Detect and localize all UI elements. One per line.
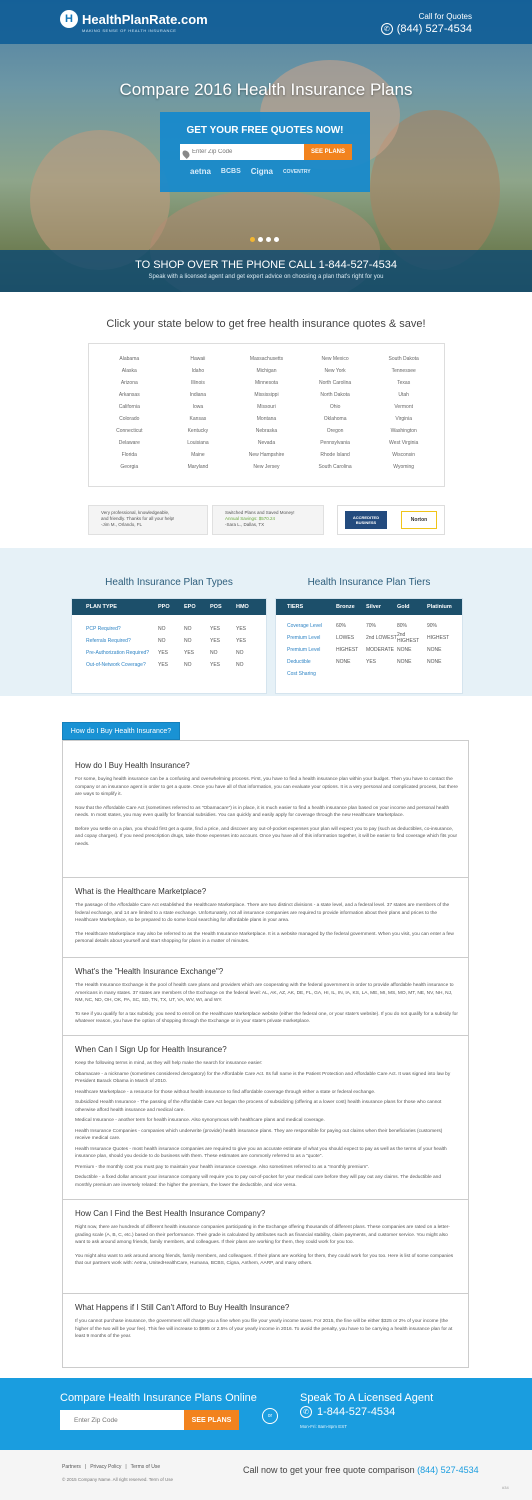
carrier-coventry-logo: COVENTRY <box>282 168 311 175</box>
state-link[interactable]: Virginia <box>395 416 412 422</box>
carrier-aetna-logo: aetna <box>190 167 211 176</box>
state-link[interactable]: Texas <box>397 380 411 386</box>
state-link[interactable]: Indiana <box>189 392 207 398</box>
row-label[interactable]: Deductible <box>287 659 311 665</box>
table-cell: 70% <box>366 623 377 629</box>
state-link[interactable]: Pennsylvania <box>320 440 350 446</box>
logo-text: HealthPlanRate.com <box>82 11 208 27</box>
table-header-cell: PPO <box>158 604 170 610</box>
row-label[interactable]: Cost Sharing <box>287 671 316 677</box>
footer-call <box>243 1465 479 1475</box>
slider-dot[interactable] <box>250 237 255 242</box>
state-link[interactable]: Maryland <box>187 464 209 470</box>
table-row <box>276 668 462 680</box>
section-divider <box>63 1293 468 1294</box>
state-link[interactable]: Kentucky <box>187 428 209 434</box>
section-title: What's the "Health Insurance Exchange"? <box>75 967 224 976</box>
testimonial-text: Very professional, knowledgeable, <box>101 510 170 515</box>
table-cell: NO <box>184 638 192 644</box>
header-phone-number: (844) 527-4534 <box>396 23 472 35</box>
copyright: © 2015 Company Name. All right reserved. Term of Use <box>62 1477 174 1482</box>
state-link[interactable]: North Carolina <box>318 380 352 386</box>
state-column <box>164 353 233 473</box>
header-phone-link[interactable] <box>381 23 472 35</box>
logo-icon: H <box>60 10 78 28</box>
state-link[interactable]: Oregon <box>326 428 344 434</box>
state-column <box>369 353 438 473</box>
plan-types-rows <box>72 623 266 671</box>
table-header-cell: HMO <box>236 604 249 610</box>
section-paragraph: Now that the Affordable Care Act (sometimes referred to as "Obamacare") is in place, it is much easier to find a health insurance plan based on your income and personal health needs. In most states, you may even qualify for financial subsidies. You can quickly and easily apply for coverage through the new Healthcare Marketplace. <box>75 805 450 818</box>
slider-dot[interactable] <box>258 237 263 242</box>
footer-link-partners[interactable]: Partners <box>62 1464 81 1470</box>
table-header-cell: Bronze <box>336 604 355 610</box>
table-cell: NO <box>236 662 244 668</box>
section-paragraph: To see if you qualify for a tax subsidy, you need to enroll on the Healthcare Marketplace website (either the federal one, or your state's website). If you do not qualify for a subsidy for whatever reason, you have the option of shopping through the Exchange or in your state's private marketplace. <box>75 1011 458 1024</box>
state-link[interactable]: Connecticut <box>116 428 143 434</box>
footer-link-privacy[interactable]: Privacy Policy <box>90 1464 122 1470</box>
plan-types-table <box>71 598 267 694</box>
plan-types-heading: Health Insurance Plan Types <box>105 577 233 588</box>
table-header-cell: Silver <box>366 604 381 610</box>
table-cell: HIGHEST <box>427 635 450 641</box>
bbb-badge[interactable]: ACCREDITED BUSINESS <box>345 511 387 529</box>
section-paragraph: Premium - the monthly cost you must pay to maintain your health insurance coverage. Also sometimes referred to as a "monthly premium". <box>75 1164 370 1170</box>
footer-link-separator: | <box>125 1464 127 1470</box>
table-cell: YES <box>158 650 169 656</box>
article-section <box>75 1045 458 1192</box>
states-heading: Click your state below to get free health insurance quotes & save! <box>106 318 426 330</box>
footer-links <box>62 1464 160 1470</box>
carrier-logos <box>190 167 370 176</box>
section-paragraph: You might also want to ask around among friends, family members, and colleagues. If their plans are working for them, they could work for you too. Here is list of some companies that our partners work with: Aetna, UnitedHealthCare, Humana, BCBS, Cigna, Anthem, AARP, and many others. <box>75 1253 454 1266</box>
table-cell: YES <box>236 638 247 644</box>
top-bar <box>0 0 532 44</box>
trust-badges <box>337 505 445 535</box>
table-header-cell: TIERS <box>287 604 304 610</box>
state-link[interactable]: Mississippi <box>254 392 279 398</box>
state-link[interactable]: Iowa <box>192 404 204 410</box>
table-header <box>276 599 462 615</box>
footer-hours: Mon-Fri: 8am-8pm EST <box>300 1424 348 1429</box>
table-row <box>72 647 266 659</box>
state-link[interactable]: Hawaii <box>190 356 206 362</box>
table-cell: NO <box>184 662 192 668</box>
section-paragraph: Right now, there are hundreds of different health insurance companies participating in the Exchange offering thousands of different plans. These companies are rated on a letter-grading scale (A, B, C, etc.) based on their performance. Their grade is calculated by attributes such as financial stability, claim payments, and customer service. You might also want to ask around among friends, family members, and colleagues. If their plans are working for them, they could work for you too. <box>75 1225 450 1245</box>
section-paragraph: The passage of the Affordable Care Act established the Healthcare Marketplace. There are two distinct divisions - a state level, and a federal level. 37 states are members of the federal exchange, and 14 are limited to a state exchange. Unfortunately, not all insurance companies are required to provide information about their plans and prices to the Healthcare Marketplace, so be prepared to do some local searching for affordable plans in your area. <box>75 903 450 923</box>
table-cell: NO <box>158 626 166 632</box>
table-header-cell: POS <box>210 604 222 610</box>
section-paragraph: The Health Insurance Exchange is the pool of health care plans and providers which are cooperating with the federal government in order to provide affordable health insurance to Americans in many states. 37 states are members of the Exchange on the federal level: AL, AK, AZ, AK, DE, FL, GA, HI, IL, IN, IA, KS, LA, ME, MI, MS, MO, MT, NE, NV, NH, NJ, NM, NC, ND, OH, OK, PA, SC, SD, TN, TX, UT, VA, WV, WI, and WY. <box>75 983 454 1003</box>
article-section <box>75 1209 458 1274</box>
table-cell: 2nd LOWEST <box>366 635 397 641</box>
table-header <box>72 599 266 615</box>
section-paragraph: Health Insurance Quotes - most health insurance companies are required to give you an accurate estimate of what you should expect to pay as well as the terms of your health insurance plan, should you decide to do business with them. These estimates are commonly referred to as a "quote". <box>75 1146 447 1159</box>
footer-call-number[interactable]: (844) 527-4534 <box>417 1465 479 1475</box>
table-cell: 2nd HIGHEST <box>397 632 420 644</box>
state-link[interactable]: Maine <box>191 452 205 458</box>
table-cell: YES <box>158 662 169 668</box>
state-link[interactable]: Wisconsin <box>392 452 416 458</box>
testimonial-text: and friendly. Thanks for all your help! <box>101 516 175 521</box>
testimonial-author: -Sara L., Dallas, TX <box>225 522 265 527</box>
state-link[interactable]: Missouri <box>257 404 276 410</box>
section-paragraph: Deductible - a fixed dollar amount your insurance company will require you to pay out-of-pocket for your medical care before they will pay out any claims. The deductible and monthly premium are inversely related: the higher the premium, the lower the deductible, and vice versa. <box>75 1175 441 1188</box>
article-section <box>75 761 458 854</box>
table-cell: NO <box>184 626 192 632</box>
table-cell: YES <box>184 650 195 656</box>
quote-title: GET YOUR FREE QUOTES NOW! <box>186 125 344 136</box>
table-cell: NONE <box>397 659 412 665</box>
table-cell: NONE <box>427 647 442 653</box>
state-link[interactable]: Ohio <box>329 404 341 410</box>
table-row <box>276 644 462 656</box>
state-link[interactable]: Oklahoma <box>323 416 347 422</box>
row-label[interactable]: PCP Required? <box>86 626 121 632</box>
state-link[interactable]: Arkansas <box>118 392 140 398</box>
site-logo[interactable] <box>60 10 208 33</box>
table-row <box>72 623 266 635</box>
table-row <box>72 659 266 671</box>
state-column <box>301 353 370 473</box>
state-link[interactable]: South Dakota <box>388 356 419 362</box>
state-link[interactable]: Tennessee <box>391 368 416 374</box>
section-divider <box>63 877 468 878</box>
section-paragraph: The Healthcare Marketplace may also be referred to as the Health Insurance Marketplace. It is a website managed by the federal government. When you visit, you can enter a few personal details about yourself and start shopping for plans in a matter of minutes. <box>75 931 454 944</box>
section-paragraph: Obamacare - a nickname (sometimes considered derogatory) for the Affordable Care Act. Its full name is the Patient Protection and Affordable Care Act. It was signed into law by President Barack Obama in March of 2010. <box>75 1071 451 1084</box>
state-column <box>232 353 301 473</box>
table-row <box>276 632 462 644</box>
state-link[interactable]: Idaho <box>191 368 205 374</box>
section-title: When Can I Sign Up for Health Insurance? <box>75 1045 227 1054</box>
state-link[interactable]: West Virginia <box>389 440 419 446</box>
state-link[interactable]: Vermont <box>394 404 413 410</box>
quote-form <box>180 144 370 160</box>
row-label[interactable]: Premium Level <box>287 647 321 653</box>
section-paragraph: For some, buying health insurance can be a confusing and overwhelming process. First, you have to find a health insurance plan within your budget. Then you have to contact the company or an insurance agent in order to get a quote. Once you have all of that information, you can evaluate your options. It is a very personal and complicated process, but there are ways to simplify it. <box>75 777 458 797</box>
table-cell: YES <box>210 626 221 632</box>
phone-icon: ✆ <box>300 1406 312 1418</box>
state-column <box>95 353 164 473</box>
state-link[interactable]: Kansas <box>189 416 207 422</box>
state-link[interactable]: Washington <box>390 428 417 434</box>
table-cell: YES <box>210 662 221 668</box>
row-label[interactable]: Premium Level <box>287 635 321 641</box>
footer-call-text: Call now to get your free quote comparison <box>243 1465 415 1475</box>
table-cell: YES <box>210 638 221 644</box>
state-link[interactable]: Alaska <box>121 368 137 374</box>
state-link[interactable]: New Hampshire <box>248 452 285 458</box>
slider-dots <box>250 237 279 242</box>
state-link[interactable]: California <box>118 404 140 410</box>
article-section <box>75 887 458 952</box>
testimonial-text: Switched Plans and Saved Money! <box>225 510 295 515</box>
footer-phone-link[interactable] <box>300 1406 395 1418</box>
quote-box <box>160 112 370 192</box>
section-paragraph: Subsidized Health Insurance - The passing of the Affordable Care Act began the process of subsidizing (offering at a lower cost) health insurance plans for those who cannot otherwise afford health insurance and medical care. <box>75 1100 442 1113</box>
row-label[interactable]: Pre-Authorization Required? <box>86 650 150 656</box>
state-link[interactable]: Illinois <box>190 380 205 386</box>
table-row <box>72 635 266 647</box>
table-cell: MODERATE <box>366 647 394 653</box>
table-cell: NONE <box>427 659 442 665</box>
state-link[interactable]: New York <box>324 368 346 374</box>
or-divider: or <box>262 1408 278 1424</box>
carrier-bcbs-logo: BCBS <box>220 168 241 175</box>
testimonial-card <box>88 505 208 535</box>
table-cell: YES <box>366 659 377 665</box>
call-label: Call for Quotes <box>418 12 472 21</box>
hero-photo-shape <box>30 130 170 270</box>
footer-zip-input[interactable] <box>60 1410 184 1430</box>
state-link[interactable]: Michigan <box>256 368 277 374</box>
hero-title: Compare 2016 Health Insurance Plans <box>119 80 413 99</box>
section-paragraph: Before you settle on a plan, you should first get a quote, find a price, and discover any out-of-pocket expenses your plan will expect you to pay (such as deductibles, co-insurance, and copay charges). If you need prescription drugs, take those expenses into account. Once you have all of this information together, it will be easier to find coverage which fits your needs. <box>75 826 458 847</box>
state-link[interactable]: North Dakota <box>320 392 350 398</box>
article-section <box>75 1303 458 1347</box>
testimonial-author: -Jim M., Orlando, FL <box>101 522 143 527</box>
state-link[interactable]: Florida <box>121 452 137 458</box>
footer-link-separator: | <box>84 1464 87 1470</box>
footer-link-terms[interactable]: Terms of Use <box>130 1464 161 1470</box>
footer-quote-form <box>60 1410 239 1430</box>
section-title: How do I Buy Health Insurance? <box>75 761 190 770</box>
section-paragraph: If you cannot purchase insurance, the government will charge you a fine when you file your yearly income taxes. For 2015, the fine will be either $325 or 2% of your income (the higher of the two will be your fee). This fee will increase to $695 or 2.5% of your yearly income in 2016. To avoid the penalty, you have to be carrying a health insurance plan for at least 9 months of the year. <box>75 1319 453 1339</box>
section-divider <box>63 957 468 958</box>
state-link[interactable]: Minnesota <box>254 380 279 386</box>
header-call <box>381 12 472 35</box>
row-label[interactable]: Coverage Level <box>287 623 323 629</box>
slider-dot[interactable] <box>274 237 279 242</box>
state-link[interactable]: Montana <box>256 416 277 422</box>
state-link[interactable]: Louisiana <box>187 440 209 446</box>
state-link[interactable]: Utah <box>398 392 409 398</box>
state-link[interactable]: Massachusetts <box>249 356 284 362</box>
testimonial-savings: Annual Savings: $570.24 <box>225 516 276 521</box>
section-title: What is the Healthcare Marketplace? <box>75 887 207 896</box>
section-title: What Happens if I Still Can't Afford to Buy Health Insurance? <box>75 1303 290 1312</box>
table-row <box>276 620 462 632</box>
footer-see-plans-button[interactable]: SEE PLANS <box>184 1410 239 1430</box>
state-link[interactable]: Georgia <box>120 464 139 470</box>
table-cell: 90% <box>427 623 438 629</box>
state-link[interactable]: Nevada <box>257 440 276 446</box>
section-title: How Can I Find the Best Health Insurance Company? <box>75 1209 266 1218</box>
state-link[interactable]: Delaware <box>118 440 140 446</box>
table-header-cell: PLAN TYPE <box>86 604 117 610</box>
table-cell: LOWES <box>336 635 355 641</box>
state-link[interactable]: Alabama <box>119 356 140 362</box>
state-link[interactable]: New Mexico <box>321 356 349 362</box>
version-label: #34 <box>502 1485 509 1490</box>
testimonial-card <box>212 505 324 535</box>
table-cell: 60% <box>336 623 347 629</box>
footer-phone-number: 1-844-527-4534 <box>317 1406 396 1418</box>
row-label[interactable]: Out-of-Network Coverage? <box>86 662 146 668</box>
hero-see-plans-button[interactable]: SEE PLANS <box>304 144 352 160</box>
state-link[interactable]: Arizona <box>120 380 138 386</box>
state-link[interactable]: Colorado <box>119 416 140 422</box>
article-panel <box>62 740 469 1368</box>
shop-phone-subtitle: Speak with a licensed agent and get expert advice on choosing a plan that's right for you <box>148 274 384 280</box>
section-divider <box>63 1035 468 1036</box>
state-link[interactable]: Rhode Island <box>320 452 350 458</box>
table-cell: NONE <box>397 647 412 653</box>
section-paragraph: Health Insurance Companies - companies which underwrite (provide) health insurance plans. They are responsible for paying out claims when their beneficiaries (customers) receive medical care. <box>75 1128 443 1141</box>
logo-tagline: MAKING SENSE OF HEALTH INSURANCE <box>82 28 177 33</box>
section-paragraph: Keep the following terms in mind, as they will help make the search for insurance easier: <box>75 1061 263 1066</box>
table-cell: NO <box>158 638 166 644</box>
carrier-cigna-logo: Cigna <box>250 167 273 176</box>
table-row <box>276 656 462 668</box>
states-list <box>88 343 445 487</box>
slider-dot[interactable] <box>266 237 271 242</box>
footer-compare-title: Compare Health Insurance Plans Online <box>60 1392 257 1404</box>
phone-icon: ✆ <box>381 23 393 35</box>
shop-phone-bar <box>0 250 532 292</box>
plan-tiers-heading: Health Insurance Plan Tiers <box>307 577 431 588</box>
table-header-cell: Gold <box>397 604 410 610</box>
footer-agent-title: Speak To A Licensed Agent <box>300 1392 434 1404</box>
article-section <box>75 967 458 1032</box>
plan-tiers-rows <box>276 620 462 680</box>
table-cell: 80% <box>397 623 408 629</box>
table-header-cell: EPO <box>184 604 196 610</box>
section-divider <box>63 1199 468 1200</box>
table-cell: NO <box>210 650 218 656</box>
row-label[interactable]: Referrals Required? <box>86 638 131 644</box>
table-cell: NO <box>236 650 244 656</box>
table-header-cell: Platinium <box>427 604 452 610</box>
state-link[interactable]: South Carolina <box>318 464 352 470</box>
state-link[interactable]: Wyoming <box>393 464 415 470</box>
table-cell: HIGHEST <box>336 647 359 653</box>
tab-how-to-buy[interactable]: How do I Buy Health Insurance? <box>62 722 180 740</box>
table-cell: YES <box>236 626 247 632</box>
plan-tiers-table <box>275 598 463 694</box>
site-footer <box>0 1450 532 1500</box>
norton-badge[interactable]: Norton <box>401 511 437 529</box>
hero-zip-input[interactable] <box>180 144 304 160</box>
state-link[interactable]: Nebraska <box>255 428 278 434</box>
shop-phone-title: TO SHOP OVER THE PHONE CALL 1-844-527-4534 <box>135 259 397 271</box>
states-grid <box>89 344 444 473</box>
table-cell: NONE <box>336 659 351 665</box>
section-paragraph: Healthcare Marketplace - a resource for those without health insurance to find affordable coverage through either a state or federal exchange. <box>75 1089 376 1095</box>
section-paragraph: Medical Insurance - another term for health insurance. Also synonymous with healthcare plans and medical coverage. <box>75 1118 325 1123</box>
state-link[interactable]: New Jersey <box>253 464 280 470</box>
